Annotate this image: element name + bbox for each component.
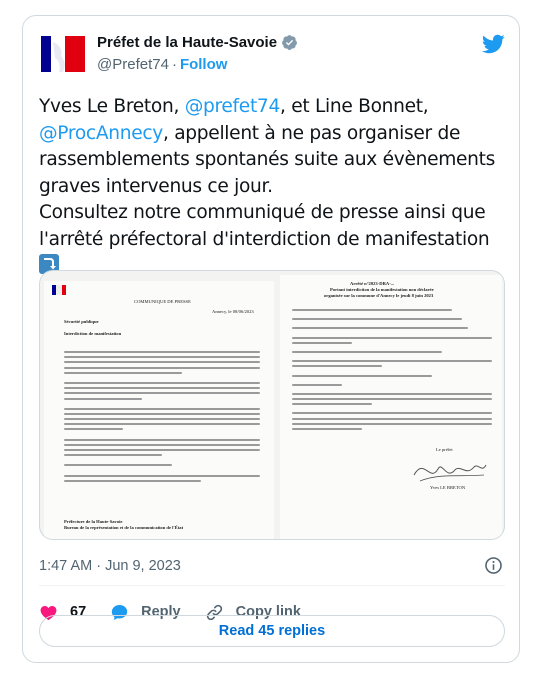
separator-dot: · [171, 56, 177, 73]
name-row [97, 34, 298, 51]
like-count: 67 [70, 604, 87, 620]
reply-label: Reply [141, 604, 181, 620]
follow-button[interactable]: Follow [179, 56, 228, 73]
press-release-subject: Interdiction de manifestation [64, 331, 122, 336]
decree-title-3: organisée sur la commune d'Annecy le jeudi 8 juin 2023 [324, 293, 434, 298]
tweet-timestamp[interactable]: 1:47 AM · Jun 9, 2023 [39, 558, 181, 574]
press-release-date: Annecy, le 08/06/2023 [212, 309, 254, 314]
decree-title-2: Portant interdiction de la manifestation non déclarée [330, 287, 434, 292]
tweet-text-segment: , et Line Bonnet, [280, 96, 429, 117]
copy-link-label: Copy link [235, 604, 301, 620]
press-release-footer-2: Bureau de la représentation et de la communication de l'État [64, 525, 184, 530]
signature-label: Le préfet [436, 447, 453, 452]
press-release-heading: COMMUNIQUE DE PRESSE [134, 299, 191, 304]
display-name[interactable]: Préfet de la Haute-Savoie [97, 34, 278, 51]
tweet-header [39, 30, 505, 80]
tweet-card [22, 15, 520, 663]
mention-procannecy[interactable]: @ProcAnnecy [39, 122, 163, 144]
press-release-body [64, 351, 260, 485]
divider [39, 585, 505, 586]
press-release-section: Sécurité publique [64, 319, 99, 324]
prefectoral-decree-page [280, 275, 502, 540]
press-release-footer: Préfecture de la Haute-Savoie [64, 519, 123, 524]
handle-row [97, 56, 227, 73]
mention-prefet74[interactable]: @prefet74 [184, 96, 280, 117]
tweet-text-segment: Yves Le Breton, [39, 96, 185, 117]
signature-name: Yves LE BRETON [430, 485, 466, 490]
handwritten-signature-icon [410, 453, 490, 487]
twitter-bird-icon[interactable] [481, 32, 505, 56]
info-icon[interactable] [484, 556, 503, 575]
decree-body [292, 309, 492, 433]
press-release-page [44, 281, 274, 539]
handle[interactable]: @Prefet74 [97, 56, 169, 73]
decree-title-1: Arrêté n°2023-DRA-... [350, 281, 395, 286]
verified-badge-icon [281, 34, 298, 51]
tweet-text-segment: , appellent à ne pas organiser de rassemblements spontanés suite aux évènements graves intervenus ce jour. Consultez notre communiqué de presse ainsi que l'arrêté préfectoral d'interdiction de manifestation [39, 122, 496, 250]
avatar[interactable] [39, 30, 87, 78]
marianne-logo-icon [52, 285, 66, 295]
tweet-text [39, 94, 509, 280]
read-replies-button[interactable]: Read 45 replies [39, 615, 505, 647]
document-image[interactable] [39, 270, 505, 540]
